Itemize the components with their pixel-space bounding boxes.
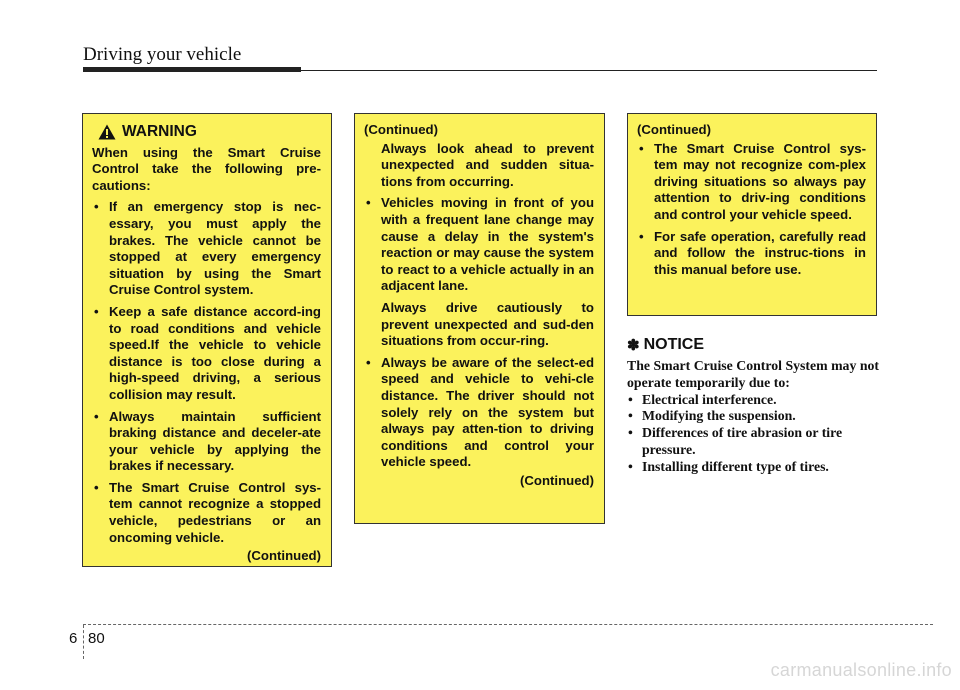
warning-continued-box <box>354 113 605 524</box>
warning-heading <box>92 124 321 141</box>
warning-continued: (Continued) <box>247 548 321 564</box>
warning-triangle-icon <box>98 124 116 140</box>
right-bullet: • For safe operation, carefully read and follow the instruc-tions in this manual before use. <box>637 229 866 279</box>
notice-title: NOTICE <box>643 336 705 353</box>
notice-body <box>627 358 879 476</box>
warning-bullet: • The Smart Cruise Control sys-tem cannot recognize a stopped vehicle, pedestrians or an oncoming vehicle. <box>92 480 321 546</box>
warning-intro: When using the Smart Cruise Control take the following pre-cautions: <box>92 144 321 193</box>
middle-bullet-text: Vehicles moving in front of you with a frequent lane change may cause a delay in the system's reaction or may cause the system to react to a vehicle actually in an adjacent lane. <box>381 195 594 294</box>
notice-intro: The Smart Cruise Control System may not operate temporarily due to: <box>627 358 879 390</box>
warning-final-box <box>627 113 877 316</box>
right-bullet-list <box>637 141 866 279</box>
right-bullet: • The Smart Cruise Control sys-tem may not recognize com-plex driving situations so always pay attention to driv-ing conditions and control your vehicle speed. <box>637 141 866 224</box>
middle-bullet-subtext: Always drive cautiously to prevent unexpected and sud-den situations from occur-ring. <box>381 299 594 349</box>
warning-title: WARNING <box>122 123 197 140</box>
warning-bullet: • If an emergency stop is nec-essary, you must apply the brakes. The vehicle cannot be stopped at every emergency situation by using the Smart Cruise Control system. <box>92 199 321 299</box>
warning-box <box>82 113 332 567</box>
page-divider <box>83 625 84 659</box>
middle-continued-start: (Continued) <box>364 122 438 137</box>
middle-bullet-list <box>364 195 594 471</box>
notice-item: • Electrical interference. <box>627 392 879 409</box>
notice-heading <box>627 336 704 354</box>
notice-item: • Differences of tire abrasion or tire pressure. <box>627 425 879 459</box>
notice-item: • Modifying the suspension. <box>627 408 879 425</box>
middle-continued-end: (Continued) <box>520 472 594 488</box>
header-rule-thin <box>301 70 877 71</box>
notice-star-icon: ✽ <box>627 337 640 354</box>
page-number: 80 <box>88 630 105 647</box>
warning-bullet-list <box>92 199 321 546</box>
section-number: 6 <box>69 630 78 647</box>
middle-lead: Always look ahead to prevent unexpected and sudden situa-tions from occurring. <box>381 140 594 189</box>
watermark: carmanualsonline.info <box>770 660 952 680</box>
notice-list <box>627 392 879 476</box>
right-continued-start: (Continued) <box>637 122 711 137</box>
warning-bullet: • Always maintain sufficient braking distance and deceler-ate your vehicle by applying the brakes if necessary. <box>92 409 321 475</box>
warning-bullet: • Keep a safe distance accord-ing to road conditions and vehicle speed.If the vehicle to vehicle distance is too close during a high-speed driving, a serious collision may result. <box>92 304 321 404</box>
header-title: Driving your vehicle <box>83 44 242 65</box>
middle-bullet: • Always be aware of the select-ed speed and vehicle to vehi-cle distance. The driver should not solely rely on the system but always pay atten-tion to driving conditions and control your vehicle speed. <box>364 355 594 471</box>
notice-item: • Installing different type of tires. <box>627 459 879 476</box>
footer-rule <box>83 624 933 625</box>
middle-bullet <box>364 195 594 349</box>
header-rule-thick <box>83 67 301 72</box>
